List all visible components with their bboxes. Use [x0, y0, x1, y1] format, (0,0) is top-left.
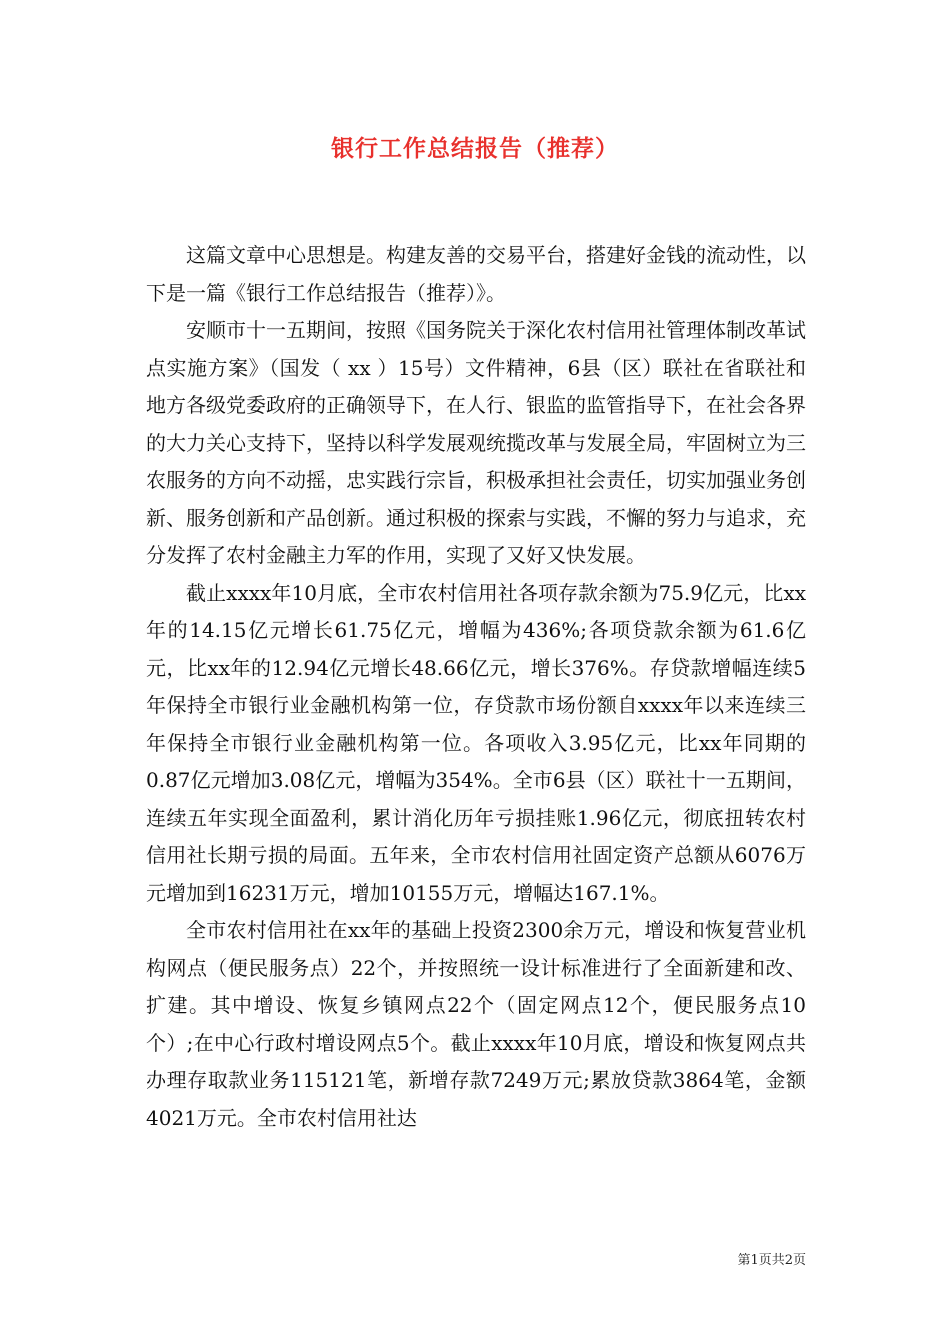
paragraph-statistics: 截止xxxx年10月底，全市农村信用社各项存款余额为75.9亿元，比xx年的14.15亿元增长61.75亿元，增幅为436%;各项贷款余额为61.6亿元，比xx年的12.94亿元增长48.66亿元，增长376%。存贷款增幅连续5年保持全市银行业金融机构第一位，存贷款市场份额自xxxx年以来连续三年保持全市银行业金融机构第一位。各项收入3.95亿元，比xx年同期的0.87亿元增加3.08亿元，增幅为354%。全市6县（区）联社十一五期间，连续五年实现全面盈利，累计消化历年亏损挂账1.96亿元，彻底扭转农村信用社长期亏损的局面。五年来，全市农村信用社固定资产总额从6076万元增加到16231万元，增加10155万元，增幅达167.1%。: [146, 580, 806, 905]
paragraph-background: 安顺市十一五期间，按照《国务院关于深化农村信用社管理体制改革试点实施方案》（国发（ xx ）15号）文件精神，6县（区）联社在省联社和地方各级党委政府的正确领导下，在人行、银监的监管指导下，在社会各界的大力关心支持下，坚持以科学发展观统揽改革与发展全局，牢固树立为三农服务的方向不动摇，忠实践行宗旨，积极承担社会责任，切实加强业务创新、服务创新和产品创新。通过积极的探索与实践，不懈的努力与追求，充分发挥了农村金融主力军的作用，实现了又好又快发展。: [146, 318, 806, 567]
document-title: 银行工作总结报告（推荐）: [331, 135, 619, 162]
paragraph-intro: 这篇文章中心思想是。构建友善的交易平台，搭建好金钱的流动性，以下是一篇《银行工作总结报告（推荐）》。: [146, 243, 806, 305]
document-body: [146, 237, 806, 1137]
paragraph-branches: 全市农村信用社在xx年的基础上投资2300余万元，增设和恢复营业机构网点（便民服务点）22个，并按照统一设计标准进行了全面新建和改、扩建。其中增设、恢复乡镇网点22个（固定网点12个，便民服务点10个）;在中心行政村增设网点5个。截止xxxx年10月底，增设和恢复网点共办理存取款业务115121笔，新增存款7249万元;累放贷款3864笔，金额4021万元。全市农村信用社达: [146, 918, 806, 1130]
page-number: 第1页共2页: [737, 1253, 806, 1268]
